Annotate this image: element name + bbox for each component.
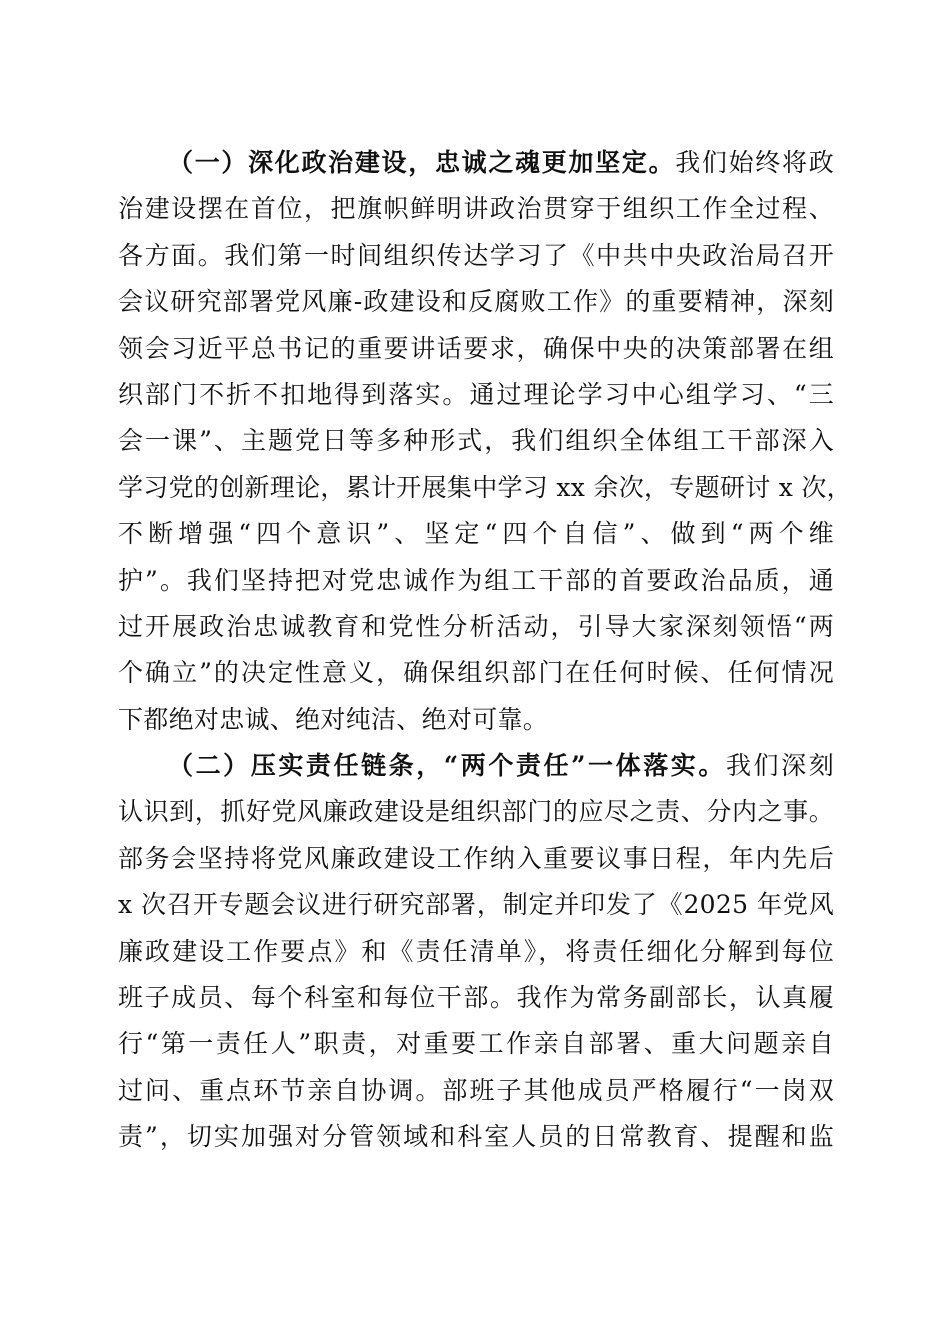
paragraph-1-line-6: 会一课”、主题党日等多种形式，我们组织全体组工干部深入 xyxy=(118,426,834,456)
paragraph-2-line-6: 行“第一责任人”职责，对重要工作亲自部署、重大问题亲自 xyxy=(118,1029,834,1059)
paragraph-1-line-3: 会议研究部署党风廉-政建设和反腐败工作》的重要精神，深刻 xyxy=(118,287,834,317)
document-page xyxy=(118,140,852,1161)
paragraph-1-heading: （一）深化政治建设，忠诚之魂更加坚定。 xyxy=(168,148,676,177)
paragraph-2-line-0: 我们深刻 xyxy=(725,751,835,781)
paragraph-1-line-0: 我们始终将政 xyxy=(675,148,834,177)
paragraph-2-line-5: 班子成员、每个科室和每位干部。我作为常务副部长，认真履 xyxy=(118,983,834,1013)
paragraph-2-line-3: x 次召开专题会议进行研究部署，制定并印发了《2025 年党风 xyxy=(118,890,834,920)
paragraph-1-line-5: 织部门不折不扣地得到落实。通过理论学习中心组学习、“三 xyxy=(118,379,834,409)
paragraph-1-line-2: 各方面。我们第一时间组织传达学习了《中共中央政治局召开 xyxy=(118,240,834,270)
paragraph-2-line-8: 责”，切实加强对分管领域和科室人员的日常教育、提醒和监 xyxy=(118,1122,834,1152)
paragraph-2-first-line xyxy=(118,743,834,789)
paragraph-1-line-9: 护”。我们坚持把对党忠诚作为组工干部的首要政治品质，通 xyxy=(118,565,834,595)
paragraph-2-line-2: 部务会坚持将党风廉政建设工作纳入重要议事日程，年内先后 xyxy=(118,843,834,873)
paragraph-1-line-12: 下都绝对忠诚、绝对纯洁、绝对可靠。 xyxy=(118,704,549,734)
paragraph-1-line-1: 治建设摆在首位，把旗帜鲜明讲政治贯穿于组织工作全过程、 xyxy=(118,194,834,224)
paragraph-1-line-10: 过开展政治忠诚教育和党性分析活动，引导大家深刻领悟“两 xyxy=(118,611,834,641)
paragraph-2-heading: （二）压实责任链条，“两个责任”一体落实。 xyxy=(168,751,726,781)
paragraph-2-line-1: 认识到，抓好党风廉政建设是组织部门的应尽之责、分内之事。 xyxy=(118,797,834,827)
paragraph-2-line-4: 廉政建设工作要点》和《责任清单》，将责任细化分解到每位 xyxy=(118,936,834,966)
paragraph-2-line-7: 过问、重点环节亲自协调。部班子其他成员严格履行“一岗双 xyxy=(118,1075,834,1105)
paragraph-1-first-line xyxy=(118,140,834,186)
paragraph-1-line-11: 个确立”的决定性意义，确保组织部门在任何时候、任何情况 xyxy=(118,658,834,688)
paragraph-2 xyxy=(118,743,834,1161)
paragraph-1-line-4: 领会习近平总书记的重要讲话要求，确保中央的决策部署在组 xyxy=(118,333,834,363)
paragraph-1-line-7: 学习党的创新理论，累计开展集中学习 xx 余次，专题研讨 x 次， xyxy=(118,472,852,502)
paragraph-1-line-8: 不断增强“四个意识”、坚定“四个自信”、做到“两个维 xyxy=(118,519,834,549)
paragraph-1 xyxy=(118,140,852,743)
